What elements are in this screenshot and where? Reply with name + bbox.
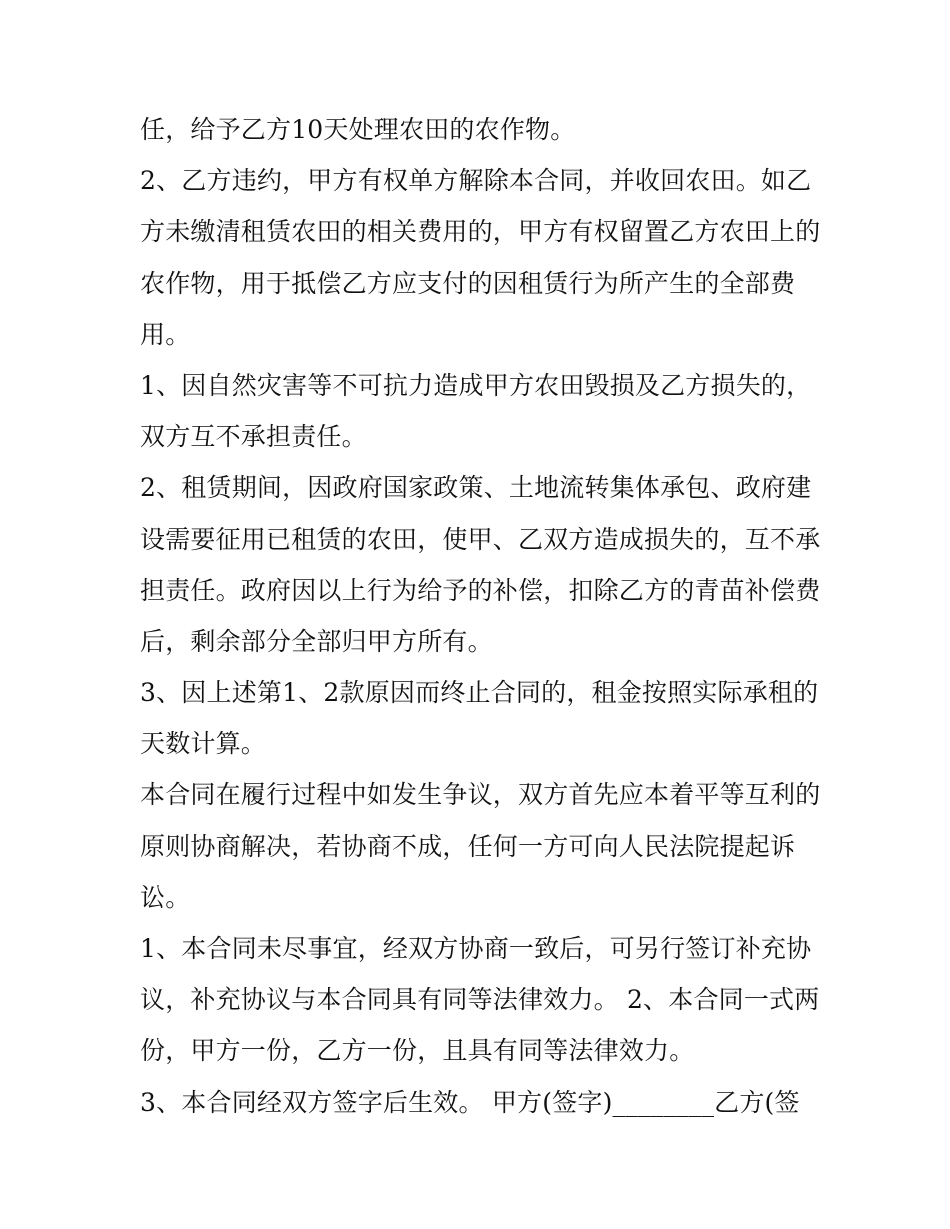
text-line: 2、租赁期间，因政府国家政策、土地流转集体承包、政府建 — [140, 473, 812, 503]
text-line: 份，甲方一份，乙方一份，且具有同等法律效力。 — [140, 1036, 695, 1066]
text-line: 3、因上述第1、2款原因而终止合同的，租金按照实际承租的 — [140, 678, 819, 708]
text-line: 2、乙方违约，甲方有权单方解除本合同，并收回农田。如乙 — [140, 166, 812, 196]
text-line: 用。 — [140, 319, 191, 349]
text-line: 担责任。政府因以上行为给予的补偿，扣除乙方的青苗补偿费 — [140, 575, 821, 605]
text-line: 1、因自然灾害等不可抗力造成甲方农田毁损及乙方损失的， — [140, 370, 812, 400]
text-line: 1、本合同未尽事宜，经双方协商一致后，可另行签订补充协 — [140, 934, 812, 963]
text-line: 原则协商解决，若协商不成，任何一方可向人民法院提起诉 — [140, 831, 796, 861]
text-line: 后，剩余部分全部归甲方所有。 — [140, 626, 493, 656]
text-line: 讼。 — [140, 882, 191, 912]
contract-text-body — [140, 104, 820, 1128]
text-line: 农作物，用于抵偿乙方应支付的因租赁行为所产生的全部费 — [140, 268, 796, 298]
text-line: 任，给予乙方10天处理农田的农作物。 — [140, 115, 576, 144]
text-line: 双方互不承担责任。 — [140, 422, 367, 452]
text-line: 设需要征用已租赁的农田，使甲、乙双方造成损失的，互不承 — [140, 524, 821, 554]
text-line: 方未缴清租赁农田的相关费用的，甲方有权留置乙方农田上的 — [140, 217, 821, 247]
text-line: 本合同在履行过程中如发生争议，双方首先应本着平等互利的 — [140, 780, 821, 810]
text-line: 天数计算。 — [140, 729, 267, 759]
text-line: 议，补充协议与本合同具有同等法律效力。 2、本合同一式两 — [140, 985, 820, 1015]
signature-line: 3、本合同经双方签字后生效。 甲方(签字)________乙方(签 — [140, 1087, 800, 1117]
